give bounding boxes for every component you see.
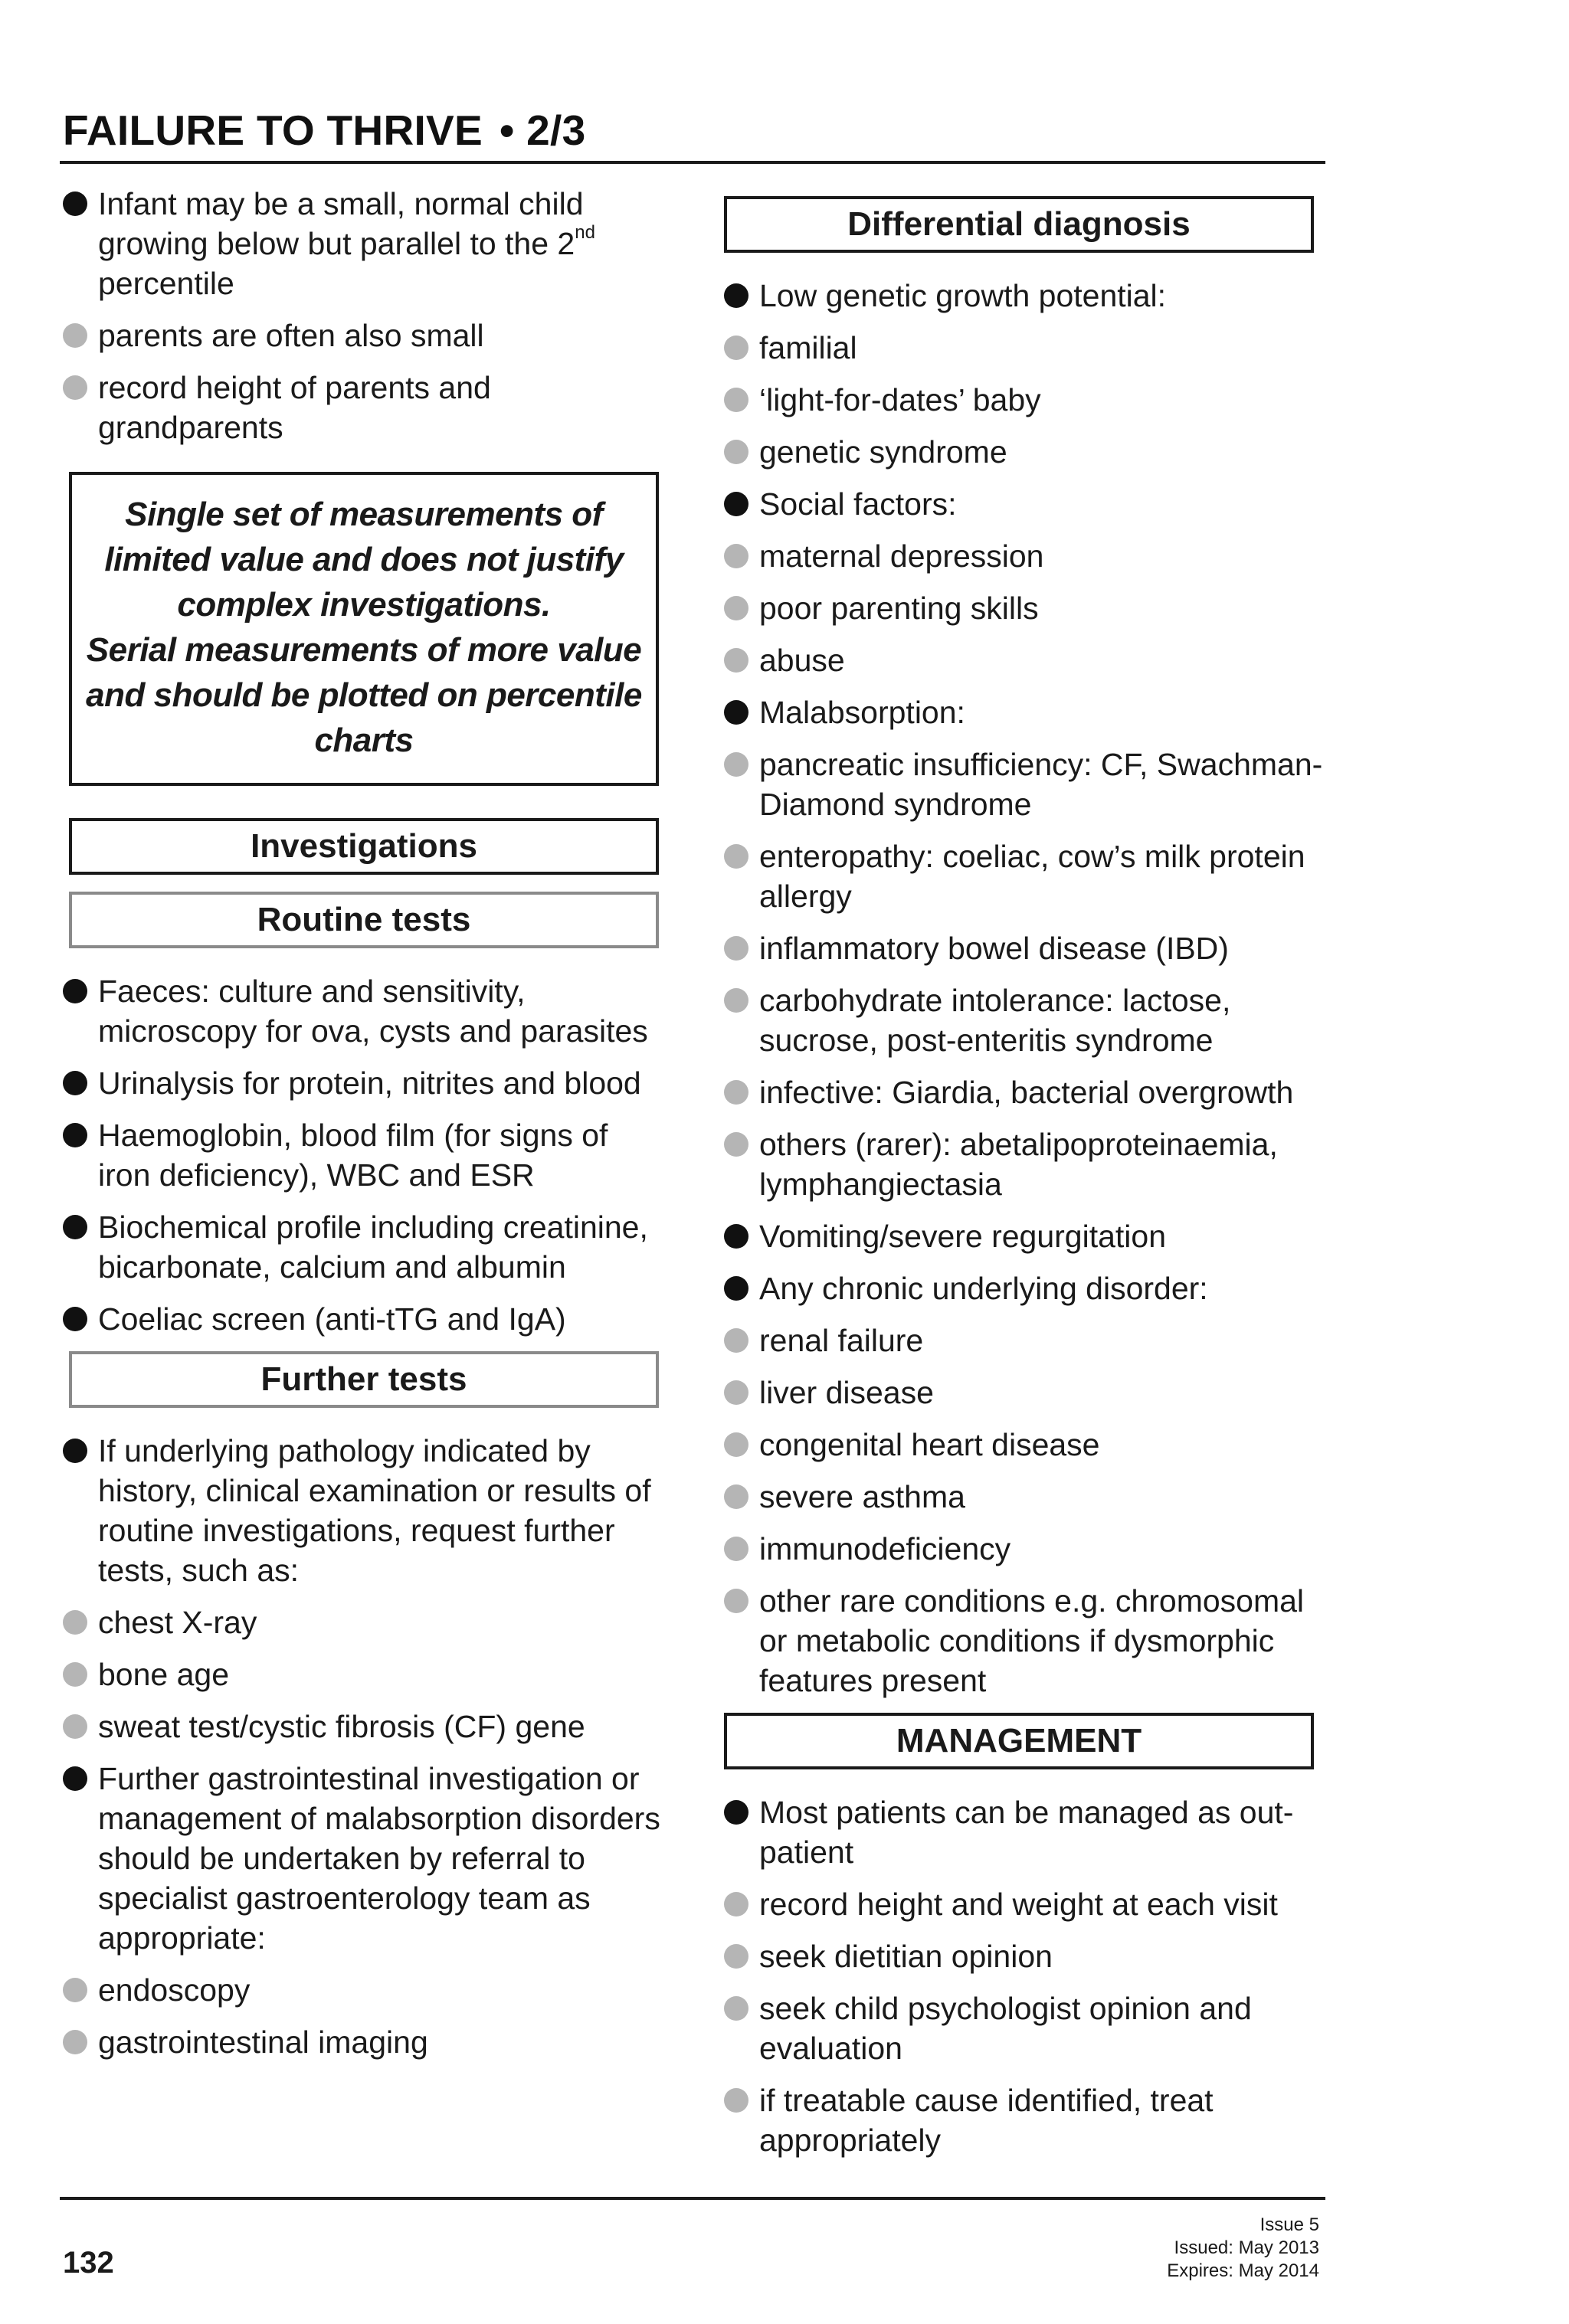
list-item-text: Malabsorption:	[759, 695, 965, 730]
list-item	[724, 1477, 1329, 1517]
list-item-text: inflammatory bowel disease (IBD)	[759, 931, 1229, 966]
list-item	[63, 971, 668, 1051]
list-item	[724, 484, 1329, 524]
page-number: 132	[63, 2246, 114, 2280]
grey-bullet-icon	[724, 2088, 748, 2113]
note-line-1: Single set of measurements of limited value and does not justify complex investigations.	[104, 496, 624, 624]
black-bullet-icon	[63, 979, 87, 1003]
note-line-2: Serial measurements of more value and should be plotted on percentile charts	[86, 631, 642, 759]
left-column	[63, 184, 668, 2074]
issued-date: Issued: May 2013	[1174, 2237, 1319, 2258]
grey-bullet-icon	[724, 1080, 748, 1105]
black-bullet-icon	[63, 1215, 87, 1239]
further-tests-list	[63, 1431, 668, 2062]
list-item-text: if treatable cause identified, treat appropriately	[759, 2083, 1214, 2158]
grey-bullet-icon	[724, 1996, 748, 2021]
black-bullet-icon	[724, 283, 748, 308]
grey-bullet-icon	[724, 1380, 748, 1405]
list-item	[724, 692, 1329, 732]
list-item	[63, 1707, 668, 1746]
list-item-text: Faeces: culture and sensitivity, microscopy for ova, cysts and parasites	[98, 974, 648, 1049]
list-item-text: severe asthma	[759, 1479, 965, 1514]
list-item	[724, 276, 1329, 316]
grey-bullet-icon	[724, 1892, 748, 1916]
intro-list	[63, 184, 668, 447]
grey-bullet-icon	[724, 988, 748, 1013]
list-item-text-continued: percentile	[98, 266, 234, 301]
grey-bullet-icon	[63, 1714, 87, 1739]
list-item	[724, 588, 1329, 628]
list-item	[724, 1988, 1329, 2068]
list-item-text: familial	[759, 330, 857, 365]
list-item	[63, 2022, 668, 2062]
footer-rule	[60, 2197, 1325, 2200]
title-text: FAILURE TO THRIVE	[63, 106, 483, 154]
management-heading: MANAGEMENT	[724, 1713, 1314, 1769]
grey-bullet-icon	[724, 1132, 748, 1157]
right-column	[724, 196, 1329, 2172]
grey-bullet-icon	[724, 844, 748, 869]
list-item	[724, 1936, 1329, 1976]
grey-bullet-icon	[63, 1978, 87, 2002]
list-item-text: abuse	[759, 643, 845, 678]
list-item	[724, 1216, 1329, 1256]
list-item-text: immunodeficiency	[759, 1531, 1011, 1566]
routine-tests-heading: Routine tests	[69, 892, 659, 948]
list-item-text: Further gastrointestinal investigation or management of malabsorption disorders should be undertaken by referral to specialist gastroenterology team as appropriate:	[98, 1761, 660, 1956]
list-item-text: others (rarer): abetalipoproteinaemia, lymphangiectasia	[759, 1127, 1278, 1202]
black-bullet-icon	[63, 1766, 87, 1791]
list-item-text: Social factors:	[759, 486, 957, 522]
list-item-text: record height and weight at each visit	[759, 1887, 1278, 1922]
list-item	[63, 1431, 668, 1590]
list-item	[724, 1124, 1329, 1204]
black-bullet-icon	[63, 1123, 87, 1147]
list-item	[724, 1581, 1329, 1700]
list-item-text: Haemoglobin, blood film (for signs of iron deficiency), WBC and ESR	[98, 1118, 608, 1193]
list-item-text: Urinalysis for protein, nitrites and blood	[98, 1065, 641, 1101]
list-item	[724, 1529, 1329, 1569]
black-bullet-icon	[63, 1071, 87, 1095]
list-item	[63, 316, 668, 355]
list-item	[724, 380, 1329, 420]
list-item	[724, 745, 1329, 824]
list-item	[63, 1063, 668, 1103]
grey-bullet-icon	[724, 336, 748, 360]
grey-bullet-icon	[63, 323, 87, 348]
list-item	[724, 640, 1329, 680]
grey-bullet-icon	[63, 375, 87, 400]
grey-bullet-icon	[724, 596, 748, 620]
black-bullet-icon	[724, 700, 748, 725]
issue-info	[1167, 2214, 1319, 2283]
list-item	[724, 1321, 1329, 1360]
superscript: nd	[575, 222, 595, 244]
issue-number: Issue 5	[1259, 2214, 1319, 2235]
list-item-text: poor parenting skills	[759, 591, 1039, 626]
investigations-heading: Investigations	[69, 818, 659, 875]
list-item-text: renal failure	[759, 1323, 924, 1358]
list-item-text: Most patients can be managed as out-patient	[759, 1795, 1294, 1870]
list-item-text: Coeliac screen (anti-tTG and IgA)	[98, 1301, 566, 1337]
list-item-text: Infant may be a small, normal child growing below but parallel to the 2	[98, 186, 584, 261]
grey-bullet-icon	[724, 1537, 748, 1561]
black-bullet-icon	[724, 1800, 748, 1825]
expiry-date: Expires: May 2014	[1167, 2260, 1319, 2281]
grey-bullet-icon	[724, 544, 748, 568]
grey-bullet-icon	[63, 1610, 87, 1635]
list-item	[724, 2080, 1329, 2160]
list-item	[724, 1792, 1329, 1872]
list-item	[63, 1759, 668, 1958]
list-item	[63, 1655, 668, 1694]
grey-bullet-icon	[724, 1589, 748, 1613]
list-item-text: seek child psychologist opinion and evaluation	[759, 1991, 1252, 2066]
list-item-text: sweat test/cystic fibrosis (CF) gene	[98, 1709, 585, 1744]
grey-bullet-icon	[724, 752, 748, 777]
list-item-text: chest X-ray	[98, 1605, 257, 1640]
list-item-text: gastrointestinal imaging	[98, 2024, 428, 2060]
list-item	[63, 1207, 668, 1287]
list-item	[724, 432, 1329, 472]
list-item-text: Any chronic underlying disorder:	[759, 1271, 1208, 1306]
list-item-text: endoscopy	[98, 1972, 251, 2008]
list-item	[724, 1425, 1329, 1465]
list-item	[63, 1970, 668, 2010]
black-bullet-icon	[63, 191, 87, 216]
black-bullet-icon	[724, 492, 748, 516]
grey-bullet-icon	[724, 1944, 748, 1969]
differential-diagnosis-heading: Differential diagnosis	[724, 196, 1314, 253]
grey-bullet-icon	[63, 2030, 87, 2054]
list-item	[63, 1115, 668, 1195]
list-item-text: infective: Giardia, bacterial overgrowth	[759, 1075, 1294, 1110]
list-item	[63, 1299, 668, 1339]
list-item-text: bone age	[98, 1657, 230, 1692]
title-page-part: • 2/3	[500, 106, 586, 154]
black-bullet-icon	[63, 1307, 87, 1331]
note-box	[69, 472, 659, 786]
grey-bullet-icon	[63, 1662, 87, 1687]
list-item	[724, 836, 1329, 916]
grey-bullet-icon	[724, 936, 748, 961]
list-item	[724, 980, 1329, 1060]
list-item	[724, 328, 1329, 368]
list-item-text: liver disease	[759, 1375, 934, 1410]
list-item-text: seek dietitian opinion	[759, 1939, 1053, 1974]
list-item-text: record height of parents and grandparents	[98, 370, 491, 445]
grey-bullet-icon	[724, 1432, 748, 1457]
grey-bullet-icon	[724, 1328, 748, 1353]
list-item	[724, 1072, 1329, 1112]
list-item-text: ‘light-for-dates’ baby	[759, 382, 1041, 417]
list-item-text: congenital heart disease	[759, 1427, 1100, 1462]
list-item-text: enteropathy: coeliac, cow’s milk protein allergy	[759, 839, 1305, 914]
list-item	[63, 1602, 668, 1642]
page-title	[63, 106, 586, 155]
list-item-text: Vomiting/severe regurgitation	[759, 1219, 1167, 1254]
list-item-text: pancreatic insufficiency: CF, Swachman-Diamond syndrome	[759, 747, 1323, 822]
list-item-text: carbohydrate intolerance: lactose, sucrose, post-enteritis syndrome	[759, 983, 1231, 1058]
management-list	[724, 1792, 1329, 2160]
list-item	[63, 368, 668, 447]
grey-bullet-icon	[724, 1484, 748, 1509]
black-bullet-icon	[724, 1224, 748, 1249]
list-item-text: If underlying pathology indicated by history, clinical examination or results of routine investigations, request further tests, such as:	[98, 1433, 651, 1588]
routine-tests-list	[63, 971, 668, 1339]
grey-bullet-icon	[724, 648, 748, 673]
grey-bullet-icon	[724, 388, 748, 412]
list-item-text: Biochemical profile including creatinine, bicarbonate, calcium and albumin	[98, 1209, 648, 1285]
list-item-text: genetic syndrome	[759, 434, 1007, 470]
list-item-text: parents are often also small	[98, 318, 484, 353]
further-tests-heading: Further tests	[69, 1351, 659, 1408]
black-bullet-icon	[63, 1439, 87, 1463]
grey-bullet-icon	[724, 440, 748, 464]
header-rule	[60, 161, 1325, 164]
differential-list	[724, 276, 1329, 1700]
list-item-text: Low genetic growth potential:	[759, 278, 1167, 313]
black-bullet-icon	[724, 1276, 748, 1301]
list-item	[724, 1884, 1329, 1924]
list-item-text: other rare conditions e.g. chromosomal or metabolic conditions if dysmorphic features present	[759, 1583, 1305, 1698]
list-item	[724, 1373, 1329, 1412]
list-item-text: maternal depression	[759, 538, 1044, 574]
list-item	[724, 536, 1329, 576]
list-item	[724, 928, 1329, 968]
list-item	[724, 1268, 1329, 1308]
list-item	[63, 184, 668, 303]
